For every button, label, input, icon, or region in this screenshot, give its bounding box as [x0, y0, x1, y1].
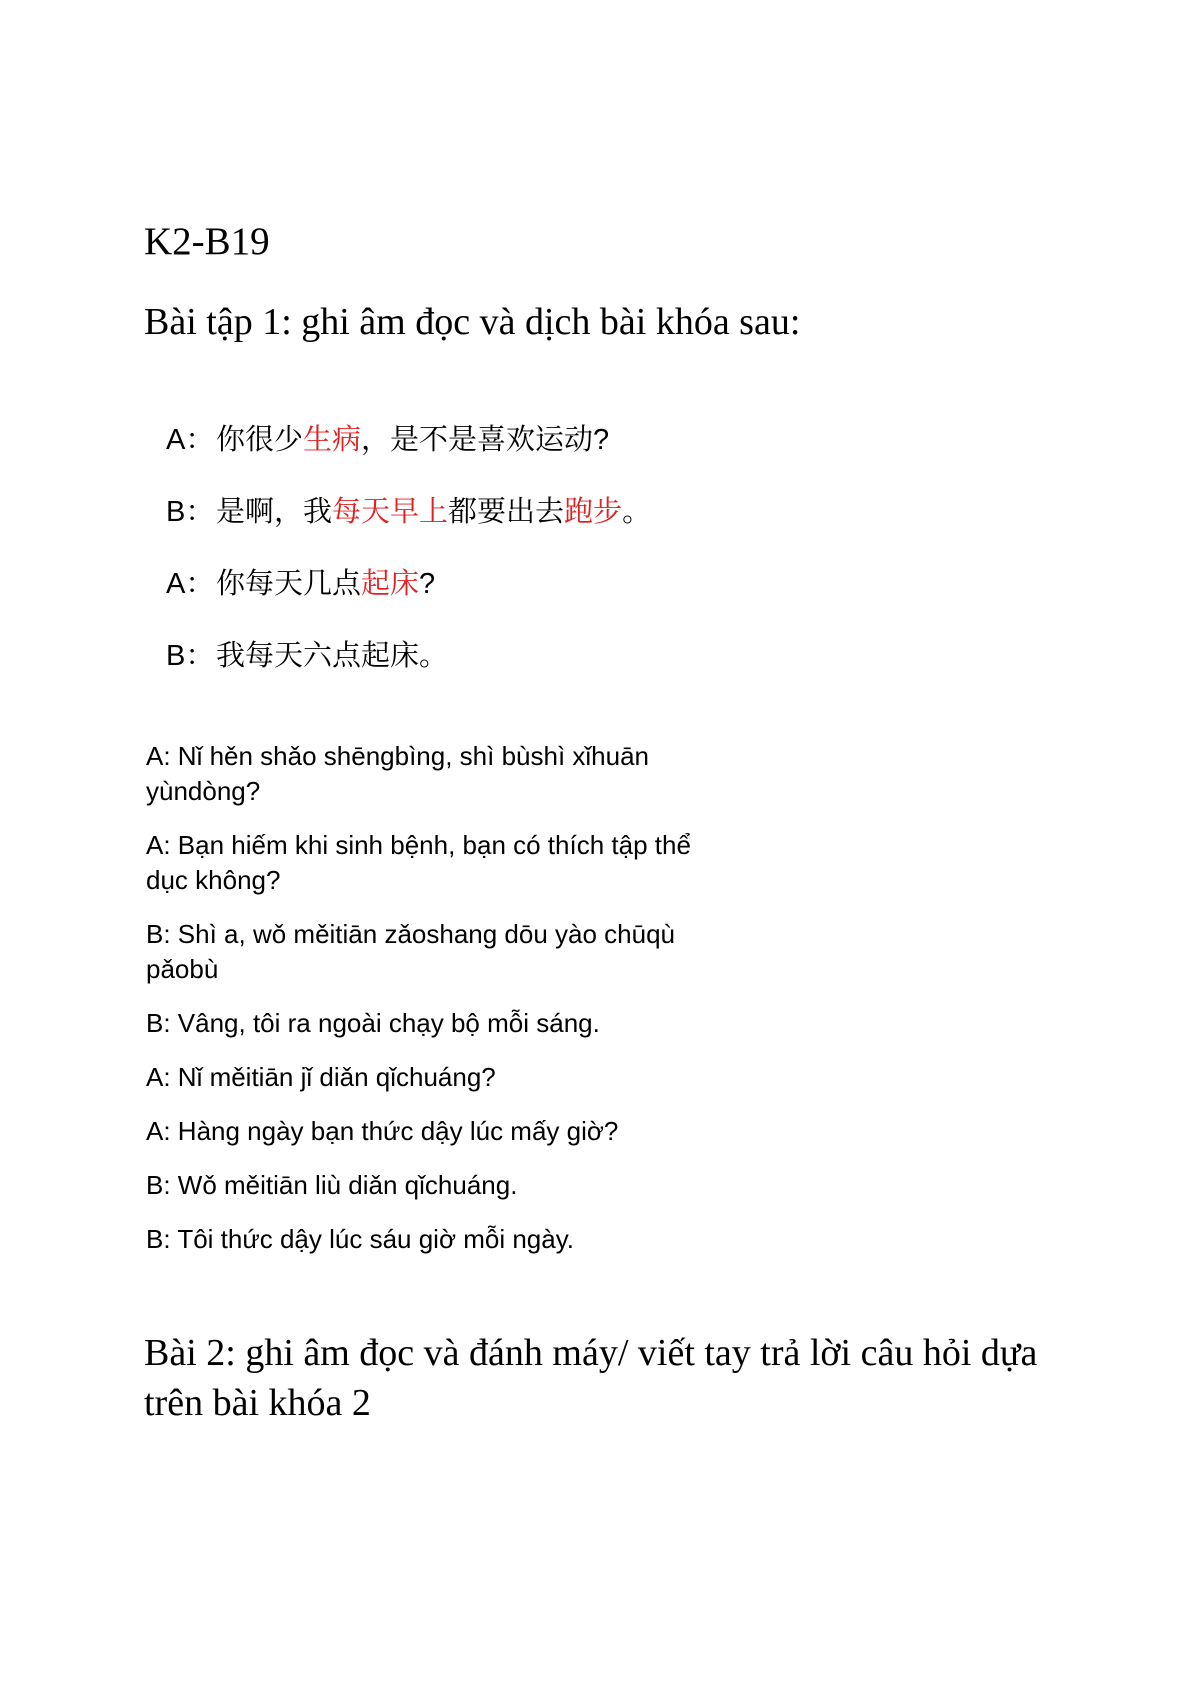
highlighted-vocabulary: 早上	[390, 496, 449, 528]
dialogue-speaker: B：	[166, 496, 215, 528]
pinyin-line: B: Shì a, wǒ měitiān zǎoshang dōu yào chūqù pǎobù	[146, 919, 676, 984]
dialogue-text: 你每天几点	[216, 568, 362, 600]
pinyin-line: A: Nǐ měitiān jǐ diǎn qǐchuáng?	[146, 1062, 496, 1092]
highlighted-vocabulary: 跑步	[564, 496, 623, 528]
dialogue-line	[166, 492, 651, 532]
dialogue-line	[166, 564, 651, 604]
highlighted-vocabulary: 起床	[361, 568, 420, 600]
exercise-1-title: Bài tập 1: ghi âm đọc và dịch bài khóa sau:	[144, 301, 801, 343]
dialogue-text: ，是不是喜欢运动?	[361, 424, 610, 456]
pinyin-translation-block	[146, 739, 736, 1276]
highlighted-vocabulary: 生病	[303, 424, 362, 456]
dialogue-line	[166, 420, 651, 460]
dialogue-speaker: B：	[166, 640, 215, 672]
dialogue-speaker: A：	[166, 424, 215, 456]
dialogue-text: ?	[419, 568, 436, 600]
dialogue-speaker: A：	[166, 568, 215, 600]
exercise-2-title: Bài 2: ghi âm đọc và đánh máy/ viết tay trả lời câu hỏi dựa trên bài khóa 2	[144, 1332, 1038, 1424]
highlighted-vocabulary: 每天	[332, 496, 391, 528]
translation-line: B: Vâng, tôi ra ngoài chạy bộ mỗi sáng.	[146, 1008, 600, 1038]
translation-line: A: Bạn hiếm khi sinh bệnh, bạn có thích tập thể dục không?	[146, 830, 691, 895]
pinyin-line: B: Wǒ měitiān liù diǎn qǐchuáng.	[146, 1170, 518, 1200]
pinyin-line: A: Nǐ hěn shǎo shēngbìng, shì bùshì xǐhuān yùndòng?	[146, 741, 650, 806]
document-code: K2-B19	[144, 220, 270, 263]
dialogue-text: 我每天六点起床。	[216, 640, 449, 672]
dialogue-text: 。	[622, 496, 652, 528]
translation-line: A: Hàng ngày bạn thức dậy lúc mấy giờ?	[146, 1116, 619, 1146]
dialogue-text: 是啊，我	[216, 496, 333, 528]
dialogue-text: 你很少	[216, 424, 304, 456]
translation-line: B: Tôi thức dậy lúc sáu giờ mỗi ngày.	[146, 1224, 575, 1254]
dialogue-text: 都要出去	[448, 496, 565, 528]
dialogue-line	[166, 636, 651, 676]
chinese-dialogue	[166, 420, 651, 708]
